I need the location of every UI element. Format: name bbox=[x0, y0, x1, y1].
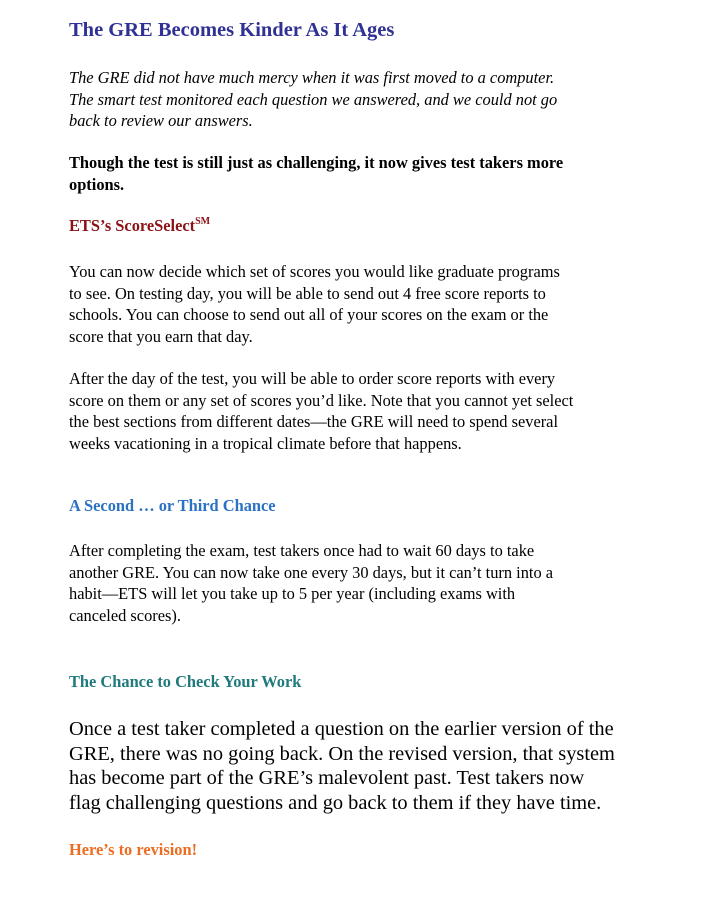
body-line: another GRE. You can now take one every 30 days, but it can’t turn into a bbox=[69, 562, 554, 582]
second-chance-paragraph bbox=[69, 540, 659, 626]
intro-line: The smart test monitored each question we answered, and we could not go bbox=[69, 89, 558, 109]
body-line: score on them or any set of scores you’d like. Note that you cannot yet select bbox=[69, 390, 574, 410]
intro-line: back to review our answers. bbox=[69, 111, 253, 130]
scoreselect-paragraph-1 bbox=[69, 261, 659, 347]
document-title: The GRE Becomes Kinder As It Ages bbox=[69, 19, 395, 41]
second-chance-heading: A Second … or Third Chance bbox=[69, 496, 276, 515]
check-work-heading: The Chance to Check Your Work bbox=[69, 672, 302, 691]
body-line: schools. You can choose to send out all of your scores on the exam or the bbox=[69, 305, 549, 324]
scoreselect-paragraph-2 bbox=[69, 368, 659, 454]
body-line: flag challenging questions and go back to them if they have time. bbox=[69, 791, 602, 814]
body-line: After completing the exam, test takers once had to wait 60 days to take bbox=[69, 541, 535, 560]
service-mark-superscript: SM bbox=[195, 215, 211, 227]
body-line: the best sections from different dates—the GRE will need to spend several bbox=[69, 412, 559, 431]
body-line: canceled scores). bbox=[69, 605, 181, 625]
body-line: habit—ETS will let you take up to 5 per year (including exams with bbox=[69, 584, 516, 603]
body-line: has become part of the GRE’s malevolent past. Test takers now bbox=[69, 767, 585, 789]
body-line: You can now decide which set of scores you would like graduate programs bbox=[69, 262, 560, 281]
lead-line: options. bbox=[69, 175, 125, 194]
intro-line: The GRE did not have much mercy when it was first moved to a computer. bbox=[69, 68, 555, 87]
closing-line: Here’s to revision! bbox=[69, 840, 198, 859]
intro-paragraph bbox=[69, 67, 669, 132]
scoreselect-heading-text: ETS’s ScoreSelect bbox=[69, 216, 196, 235]
body-line: score that you earn that day. bbox=[69, 326, 253, 346]
body-line: Once a test taker completed a question on the earlier version of the bbox=[69, 718, 614, 740]
scoreselect-heading bbox=[69, 216, 210, 236]
check-work-paragraph bbox=[69, 717, 669, 815]
body-line: After the day of the test, you will be able to order score reports with every bbox=[69, 369, 556, 388]
body-line: to see. On testing day, you will be able to send out 4 free score reports to bbox=[69, 283, 546, 303]
lead-line: Though the test is still just as challenging, it now gives test takers more bbox=[69, 153, 564, 172]
body-line: GRE, there was no going back. On the revised version, that system bbox=[69, 742, 615, 765]
body-line: weeks vacationing in a tropical climate before that happens. bbox=[69, 433, 462, 453]
lead-paragraph bbox=[69, 152, 669, 196]
